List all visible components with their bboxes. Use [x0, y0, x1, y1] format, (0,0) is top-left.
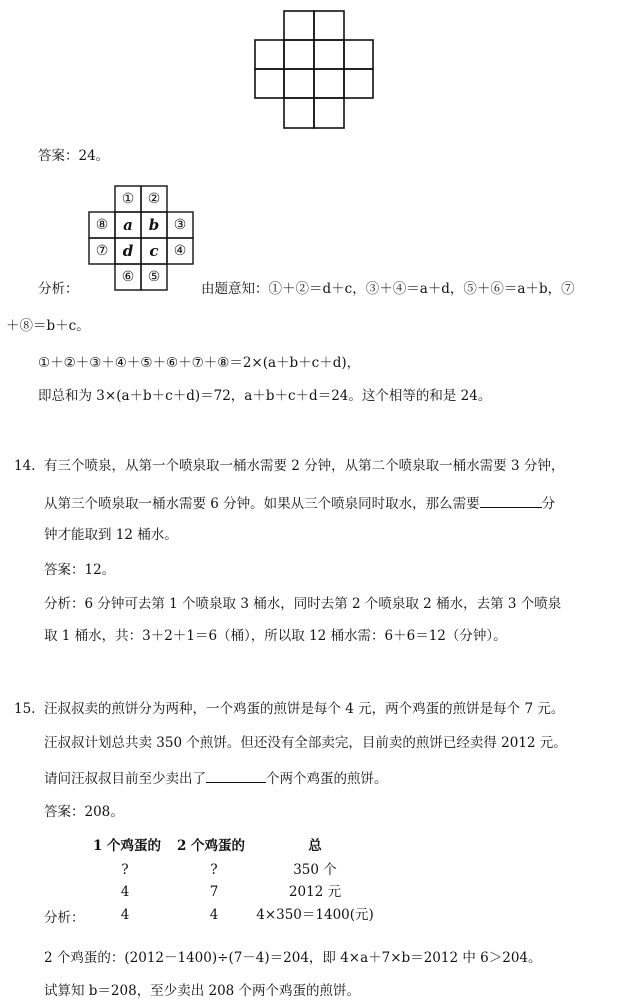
q15-answer-blank[interactable] — [206, 770, 266, 783]
grid-label-2: ② — [147, 191, 161, 207]
q15-text-line3a: 请问汪叔叔目前至少卖出了 — [44, 771, 206, 787]
q14-analysis-line1: 分析：6 分钟可去第 1 个喷泉取 3 桶水，同时去第 2 个喷泉取 2 桶水，去第 3 个喷泉 — [44, 596, 562, 612]
q13-analysis-line3: ①＋②＋③＋④＋⑤＋⑥＋⑦＋⑧＝2×(a＋b＋c＋d)， — [38, 355, 361, 371]
q15-number: 15. — [14, 701, 36, 717]
table-cell: 4×350＝1400(元) — [256, 907, 374, 923]
grid-label-1: ① — [121, 191, 135, 207]
q15-analysis-line3: 试算知 b＝208，至少卖出 208 个两个鸡蛋的煎饼。 — [44, 983, 361, 999]
grid-label-6: ⑥ — [121, 269, 135, 285]
q14-text-line3: 钟才能取到 12 桶水。 — [44, 527, 178, 543]
q14-text-line2b: 分 — [541, 496, 556, 512]
grid-label-d: d — [122, 242, 134, 260]
grid-label-5: ⑤ — [147, 269, 161, 285]
q13-answer: 答案：24。 — [38, 148, 110, 164]
q15-analysis-label: 分析： — [44, 910, 85, 926]
grid-label-b: b — [148, 216, 160, 234]
q14-text-line1: 有三个喷泉，从第一个喷泉取一桶水需要 2 分钟，从第二个喷泉取一桶水需要 3 分钟， — [44, 458, 565, 474]
grid-label-3: ③ — [173, 217, 187, 233]
q15-answer: 答案：208。 — [44, 804, 124, 820]
q13-analysis-label: 分析： — [38, 281, 79, 297]
q15-text-line2: 汪叔叔计划总共卖 350 个煎饼。但还没有全部卖完，目前卖的煎饼已经卖得 2012 元。 — [44, 735, 567, 751]
table-cell: 4 — [120, 907, 130, 923]
grid-label-8: ⑧ — [95, 217, 109, 233]
q15-text-line1: 汪叔叔卖的煎饼分为两种，一个鸡蛋的煎饼是每个 4 元，两个鸡蛋的煎饼是每个 7 元。 — [44, 701, 565, 717]
q13-analysis-line2: ＋⑧＝b＋c。 — [6, 318, 90, 334]
grid-label-7: ⑦ — [95, 243, 109, 259]
table-cell: 350 个 — [293, 862, 337, 878]
q13-analysis-line1: 由题意知：①＋②＝d＋c，③＋④＝a＋d，⑤＋⑥＝a＋b，⑦ — [201, 281, 575, 297]
grid-label-a: a — [123, 216, 133, 234]
table-header-1egg: 1 个鸡蛋的 — [92, 838, 162, 854]
q15-text-line3b: 个两个鸡蛋的煎饼。 — [266, 771, 388, 787]
grid-label-4: ④ — [173, 243, 187, 259]
table-header-2egg: 2 个鸡蛋的 — [176, 838, 246, 854]
table-cell: 7 — [209, 884, 219, 900]
q14-text-line2a: 从第三个喷泉取一桶水需要 6 分钟。如果从三个喷泉同时取水，那么需要 — [44, 496, 480, 512]
top-grid-figure — [254, 10, 376, 132]
table-cell: ? — [210, 862, 218, 878]
grid-label-c: c — [149, 242, 159, 260]
q14-number: 14. — [14, 458, 36, 474]
q15-analysis-line2: 2 个鸡蛋的：(2012－1400)÷(7－4)＝204，即 4×a＋7×b＝2012 中 6＞204。 — [44, 950, 542, 966]
table-header-total: 总 — [308, 838, 322, 854]
table-cell: 4 — [120, 884, 130, 900]
q14-analysis-line2: 取 1 桶水，共：3＋2＋1＝6（桶），所以取 12 桶水需：6＋6＝12（分钟）。 — [44, 628, 507, 644]
q15-text-line3 — [44, 770, 388, 787]
q14-answer: 答案：12。 — [44, 562, 116, 578]
q14-text-line2 — [44, 495, 555, 512]
table-cell: 4 — [209, 907, 219, 923]
q13-analysis-line4: 即总和为 3×(a＋b＋c＋d)＝72，a＋b＋c＋d＝24。这个相等的和是 24。 — [38, 388, 492, 404]
table-cell: ? — [121, 862, 129, 878]
table-cell: 2012 元 — [288, 884, 342, 900]
q14-answer-blank[interactable] — [480, 495, 542, 508]
